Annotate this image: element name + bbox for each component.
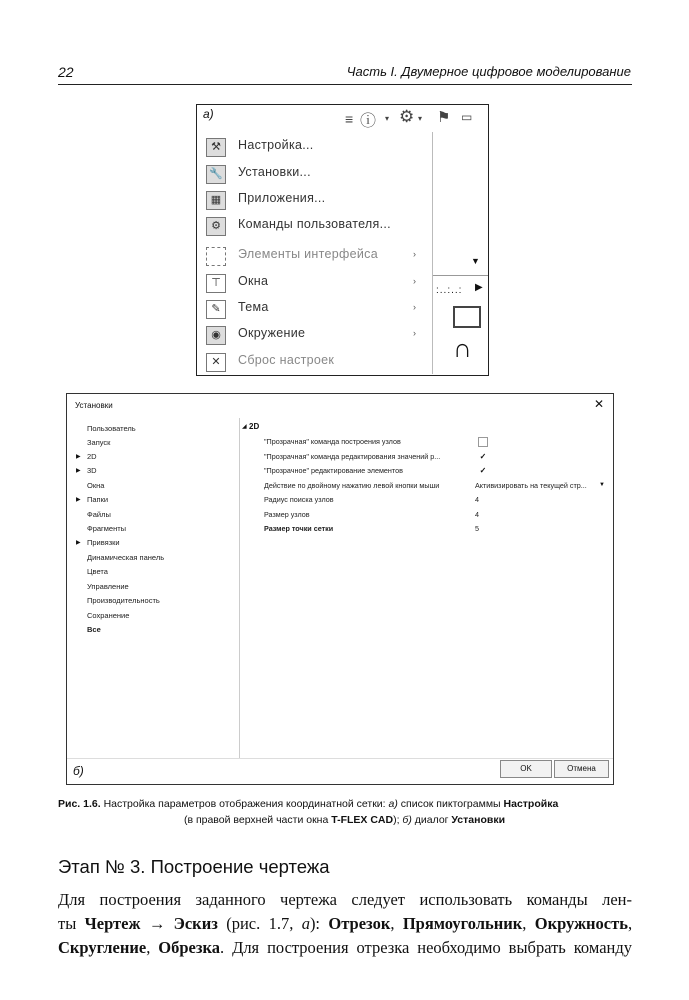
tree-item-colors[interactable]: Цвета: [87, 567, 108, 576]
expand-arrow-icon[interactable]: ▶: [76, 454, 81, 460]
footer-divider: [67, 758, 613, 759]
dropdown-arrow-icon[interactable]: ≡: [345, 111, 354, 127]
caption-bold: T-FLEX CAD: [331, 814, 394, 826]
applications-icon: ▦: [206, 191, 226, 210]
menu-item-label: Установки...: [238, 165, 311, 179]
cancel-button[interactable]: Отмена: [554, 760, 609, 778]
menu-item-applications[interactable]: [197, 187, 432, 213]
property-name: Размер узлов: [264, 510, 310, 519]
menu-item-theme[interactable]: [197, 296, 432, 322]
window-icon[interactable]: ▭: [461, 110, 473, 124]
menu-item-reset-settings[interactable]: [197, 349, 432, 375]
property-name: "Прозрачная" команда редактирования значений р...: [264, 452, 441, 461]
menu-item-interface-elements[interactable]: [197, 243, 432, 269]
body-text: . Для построения отрезка необходимо выбрать команду: [220, 938, 632, 957]
figure-panel-a: [196, 104, 489, 376]
expand-arrow-icon[interactable]: ▶: [475, 282, 483, 293]
dialog-title: Установки: [75, 401, 113, 410]
body-text: ):: [309, 914, 321, 933]
dropdown-arrow-icon[interactable]: ▼: [471, 256, 480, 266]
menu-item-label: Команды пользователя...: [238, 217, 391, 231]
menu-item-label: Окна: [238, 274, 269, 288]
panel-b-label: б): [73, 764, 84, 778]
body-line-1: [58, 890, 632, 910]
expand-arrow-icon[interactable]: ▶: [76, 540, 81, 546]
submenu-arrow-icon: ›: [413, 249, 416, 259]
settings-tree: [67, 414, 239, 714]
caption-text: (в правой верхней части окна: [183, 814, 329, 826]
section-title: Этап № 3. Построение чертежа: [58, 856, 330, 877]
menu-item-label: Настройка...: [238, 138, 314, 152]
arrow-icon: →: [148, 914, 166, 933]
property-checkbox[interactable]: [478, 437, 488, 447]
panel-a-label: а): [203, 107, 214, 121]
menu-item-label: Окружение: [238, 326, 306, 340]
magnet-icon[interactable]: ∩: [453, 333, 472, 363]
submenu-arrow-icon: ›: [413, 328, 416, 338]
menu-item-label: Тема: [238, 300, 269, 314]
menu-item-windows[interactable]: [197, 270, 432, 296]
ok-button[interactable]: OK: [500, 760, 552, 778]
running-title: Часть I. Двумерное цифровое моделирование: [346, 64, 631, 79]
body-bold: Отрезок: [328, 914, 391, 933]
flag-icon[interactable]: ⚑: [437, 109, 451, 126]
tree-item-files[interactable]: Файлы: [87, 510, 111, 519]
ribbon-fragment: [433, 132, 488, 374]
settings-icon: ⚒: [206, 138, 226, 157]
figure-caption-line2: [0, 814, 689, 826]
tree-item-startup[interactable]: Запуск: [87, 438, 111, 447]
caption-text: диалог: [414, 814, 449, 826]
tree-item-folders[interactable]: Папки: [87, 495, 109, 504]
submenu-arrow-icon: ›: [413, 276, 416, 286]
property-name: Действие по двойному нажатию левой кнопки мыши: [264, 481, 440, 490]
caption-label: а): [388, 798, 398, 810]
figure-caption: [58, 798, 632, 810]
preferences-dialog: [66, 393, 614, 785]
header-rule: [58, 84, 632, 85]
property-checkbox[interactable]: ✓: [479, 466, 487, 475]
tree-item-user[interactable]: Пользователь: [87, 424, 136, 433]
body-text: (рис. 1.7,: [226, 914, 294, 933]
property-dropdown[interactable]: Активизировать на текущей стр...: [475, 481, 587, 490]
body-line-3: Скругление, Обрезка. Для построения отрезка необходимо выбрать команду: [58, 938, 632, 957]
tree-item-performance[interactable]: Производительность: [87, 596, 160, 605]
tree-item-saving[interactable]: Сохранение: [87, 611, 130, 620]
gear-icon[interactable]: ⚙: [399, 107, 415, 126]
property-name: Размер точки сетки: [264, 524, 334, 533]
property-value[interactable]: 4: [475, 495, 479, 504]
body-bold: Чертеж: [84, 914, 141, 933]
gear-dropdown-icon[interactable]: ▾: [418, 114, 423, 123]
body-text: Для построения заданного чертежа следует использовать команды лен-: [58, 890, 632, 909]
tree-item-2d[interactable]: 2D: [87, 452, 97, 461]
body-bold: Прямоугольник: [402, 914, 523, 933]
windows-icon: ⊤: [206, 274, 226, 293]
property-name: "Прозрачная" команда построения узлов: [264, 437, 401, 446]
body-bold: Обрезка: [158, 938, 221, 957]
expand-arrow-icon[interactable]: ▶: [76, 468, 81, 474]
section-heading: 2D: [249, 422, 260, 431]
collapse-arrow-icon[interactable]: ◢: [242, 424, 247, 430]
body-italic: а: [301, 914, 310, 933]
property-checkbox[interactable]: ✓: [479, 452, 487, 461]
menu-item-user-commands[interactable]: [197, 213, 432, 239]
help-icon[interactable]: ⓘ: [360, 113, 377, 130]
caption-bold: Установки: [451, 814, 506, 826]
menu-item-label: Приложения...: [238, 191, 326, 205]
tree-item-windows[interactable]: Окна: [87, 481, 105, 490]
tree-item-dynamic-panel[interactable]: Динамическая панель: [87, 553, 165, 562]
body-line-2: ты Чертеж → Эскиз (рис. 1.7, а): Отрезок, Прямоугольник, Окружность,: [58, 914, 633, 933]
tree-item-all[interactable]: Все: [87, 625, 101, 634]
caption-text: Настройка параметров отображения координатной сетки:: [103, 798, 386, 810]
settings-menu: [197, 132, 433, 374]
property-value[interactable]: 4: [475, 510, 479, 519]
frame-icon[interactable]: [453, 306, 481, 328]
brush-icon: ✎: [206, 300, 226, 319]
tree-item-fragments[interactable]: Фрагменты: [87, 524, 127, 533]
tree-item-snaps[interactable]: Привязки: [87, 538, 120, 547]
menu-item-label: Сброс настроек: [238, 353, 335, 367]
caption-bold: Настройка: [503, 798, 559, 810]
wrench-icon: 🔧: [206, 165, 226, 184]
reset-icon: ✕: [206, 353, 226, 372]
ellipsis-icon: :..:..:: [436, 285, 463, 296]
caption-fig-number: Рис. 1.6.: [58, 798, 101, 810]
caption-text: );: [393, 814, 400, 826]
menu-item-settings[interactable]: [197, 134, 432, 160]
dropdown-arrow-icon[interactable]: ▼: [599, 482, 605, 488]
property-value[interactable]: 5: [475, 524, 479, 533]
help-dropdown-icon[interactable]: ▾: [385, 114, 390, 123]
body-bold: Окружность: [534, 914, 628, 933]
submenu-arrow-icon: ›: [413, 302, 416, 312]
body-text: ты: [58, 914, 77, 933]
expand-arrow-icon[interactable]: ▶: [76, 497, 81, 503]
tree-item-3d[interactable]: 3D: [87, 466, 97, 475]
caption-label: б): [402, 814, 412, 826]
property-name: Радиус поиска узлов: [264, 495, 334, 504]
environment-icon: ◉: [206, 326, 226, 345]
tree-item-control[interactable]: Управление: [87, 582, 129, 591]
menu-item-label: Элементы интерфейса: [238, 247, 378, 261]
interface-elements-icon: [206, 247, 226, 266]
pane-divider: [239, 418, 240, 758]
body-bold: Скругление: [58, 938, 147, 957]
property-name: "Прозрачное" редактирование элементов: [264, 466, 403, 475]
page-number: 22: [58, 64, 74, 80]
user-commands-icon: ⚙: [206, 217, 226, 236]
close-icon[interactable]: ✕: [594, 397, 605, 411]
menu-item-preferences[interactable]: [197, 161, 432, 187]
divider: [433, 275, 488, 276]
menu-item-environment[interactable]: [197, 322, 432, 348]
toolbar: [197, 105, 488, 131]
caption-text: список пиктограммы: [400, 798, 501, 810]
body-bold: Эскиз: [173, 914, 218, 933]
